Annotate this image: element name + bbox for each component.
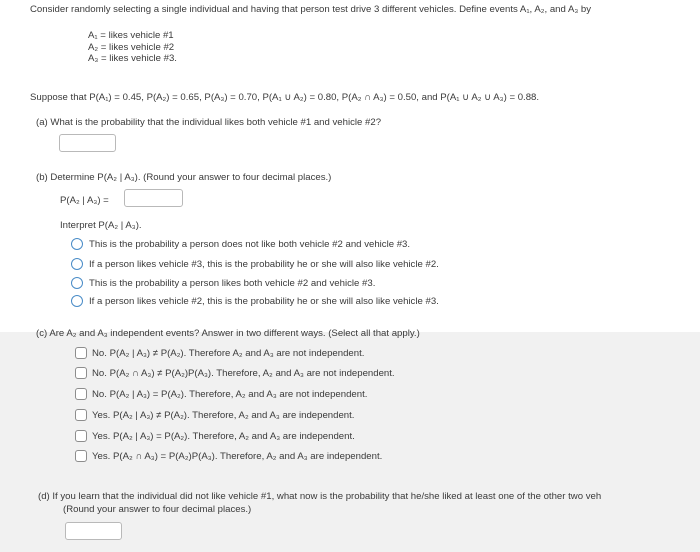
independence-checkbox-6[interactable] [75, 450, 87, 462]
interpret-option-1: This is the probability a person does not like both vehicle #2 and vehicle #3. [89, 239, 411, 250]
independence-option-4: Yes. P(A₂ | A₃) ≠ P(A₂). Therefore, A₂ and A₃ are independent. [92, 410, 355, 421]
part-b-answer-label: P(A₂ | A₃) = [60, 195, 109, 206]
definition-a3: A₃ = likes vehicle #3. [88, 53, 177, 64]
independence-checkbox-4[interactable] [75, 409, 87, 421]
independence-option-2: No. P(A₂ ∩ A₃) ≠ P(A₂)P(A₃). Therefore, A₂ and A₃ are not independent. [92, 368, 395, 379]
independence-checkbox-2[interactable] [75, 367, 87, 379]
interpret-radio-2[interactable] [71, 258, 83, 270]
part-a-answer-input[interactable] [59, 134, 116, 152]
interpret-option-2: If a person likes vehicle #3, this is the probability he or she will also like vehicle #2. [89, 259, 439, 270]
independence-option-5: Yes. P(A₂ | A₃) = P(A₂). Therefore, A₂ and A₃ are independent. [92, 431, 355, 442]
event-definitions [88, 30, 177, 65]
interpret-radio-4[interactable] [71, 295, 83, 307]
independence-checkbox-5[interactable] [75, 430, 87, 442]
part-d-question: (d) If you learn that the individual did not like vehicle #1, what now is the probability that he/she liked at least one of the other two veh [38, 491, 602, 502]
part-b-question: (b) Determine P(A₂ | A₃). (Round your answer to four decimal places.) [36, 172, 332, 183]
interpret-radio-1[interactable] [71, 238, 83, 250]
part-d-answer-input[interactable] [65, 522, 122, 540]
part-d-note: (Round your answer to four decimal places.) [63, 504, 252, 515]
independence-checkbox-3[interactable] [75, 388, 87, 400]
intro-text: Consider randomly selecting a single individual and having that person test drive 3 different vehicles. Define events A₁, A₂, and A₃ by [30, 4, 592, 15]
independence-option-3: No. P(A₂ | A₃) = P(A₂). Therefore, A₂ and A₃ are not independent. [92, 389, 368, 400]
independence-option-6: Yes. P(A₂ ∩ A₃) = P(A₂)P(A₃). Therefore, A₂ and A₃ are independent. [92, 451, 383, 462]
independence-option-1: No. P(A₂ | A₃) ≠ P(A₂). Therefore A₂ and A₃ are not independent. [92, 348, 365, 359]
definition-a2: A₂ = likes vehicle #2 [88, 41, 175, 53]
interpret-radio-3[interactable] [71, 277, 83, 289]
bottom-section [0, 332, 700, 552]
given-probabilities: Suppose that P(A₁) = 0.45, P(A₂) = 0.65, P(A₃) = 0.70, P(A₁ ∪ A₂) = 0.80, P(A₂ ∩ A₃) = 0.50, and P(A₁ ∪ A₂ ∪ A₃) = 0.88. [30, 92, 540, 103]
part-a-question: (a) What is the probability that the individual likes both vehicle #1 and vehicle #2? [36, 117, 382, 128]
definition-a1: A₁ = likes vehicle #1 [88, 30, 174, 41]
part-b-answer-input[interactable] [124, 189, 183, 207]
part-c-question: (c) Are A₂ and A₃ independent events? Answer in two different ways. (Select all that apply.) [36, 328, 420, 339]
interpret-option-4: If a person likes vehicle #2, this is the probability he or she will also like vehicle #3. [89, 296, 439, 307]
interpret-option-3: This is the probability a person likes both vehicle #2 and vehicle #3. [89, 278, 376, 289]
interpret-label: Interpret P(A₂ | A₃). [60, 220, 142, 231]
independence-checkbox-1[interactable] [75, 347, 87, 359]
